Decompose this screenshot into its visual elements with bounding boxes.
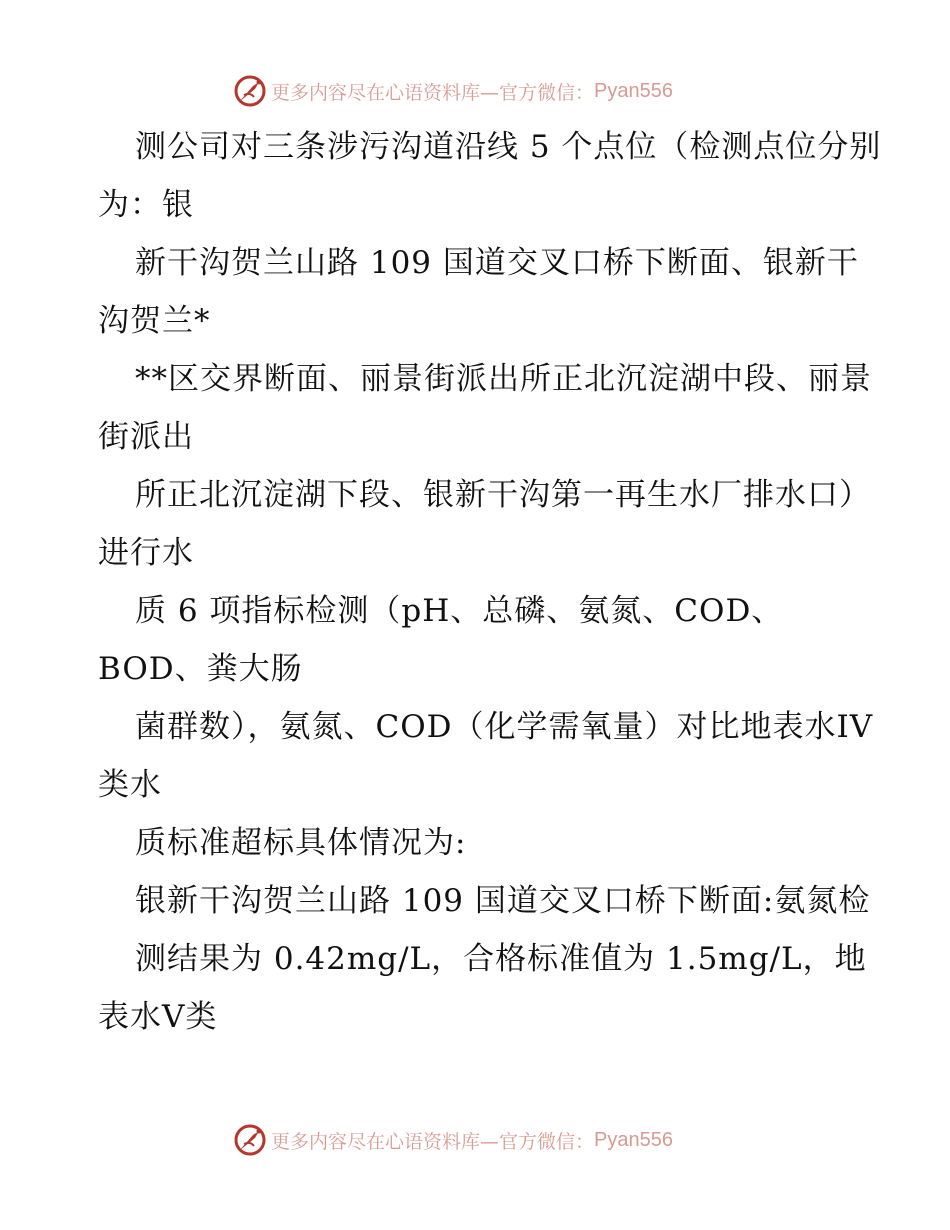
watermark-text: 更多内容尽在心语资料库—官方微信：: [271, 81, 595, 104]
footer-watermark: [233, 1120, 673, 1160]
header-watermark: [233, 71, 673, 111]
paragraph: 测结果为 0.42mg/L，合格标准值为 1.5mg/L，地表水Ⅴ类: [98, 941, 867, 1035]
paragraph: 测公司对三条涉污沟道沿线 5 个点位（检测点位分别为：银: [98, 129, 882, 223]
paragraph: 菌群数），氨氮、COD（化学需氧量）对比地表水IV类水: [98, 709, 874, 803]
document-body: [0, 118, 950, 1046]
brand-logo-icon: [233, 1123, 267, 1157]
watermark-wechat-id: Pyan556: [594, 79, 673, 102]
paragraph: 新干沟贺兰山路 109 国道交叉口桥下断面、银新干沟贺兰*: [98, 245, 859, 339]
watermark-text: 更多内容尽在心语资料库—官方微信：: [271, 1130, 595, 1153]
paragraph: 质标准超标具体情况为:: [135, 825, 467, 861]
paragraph: 质 6 项指标检测（pH、总磷、氨氮、COD、BOD、粪大肠: [98, 593, 784, 687]
paragraph: 银新干沟贺兰山路 109 国道交叉口桥下断面:氨氮检: [135, 883, 871, 919]
paragraph: 所正北沉淀湖下段、银新干沟第一再生水厂排水口）进行水: [98, 477, 871, 571]
paragraph: **区交界断面、丽景街派出所正北沉淀湖中段、丽景街派出: [98, 361, 872, 455]
brand-logo-icon: [233, 74, 267, 108]
watermark-wechat-id: Pyan556: [594, 1128, 673, 1151]
